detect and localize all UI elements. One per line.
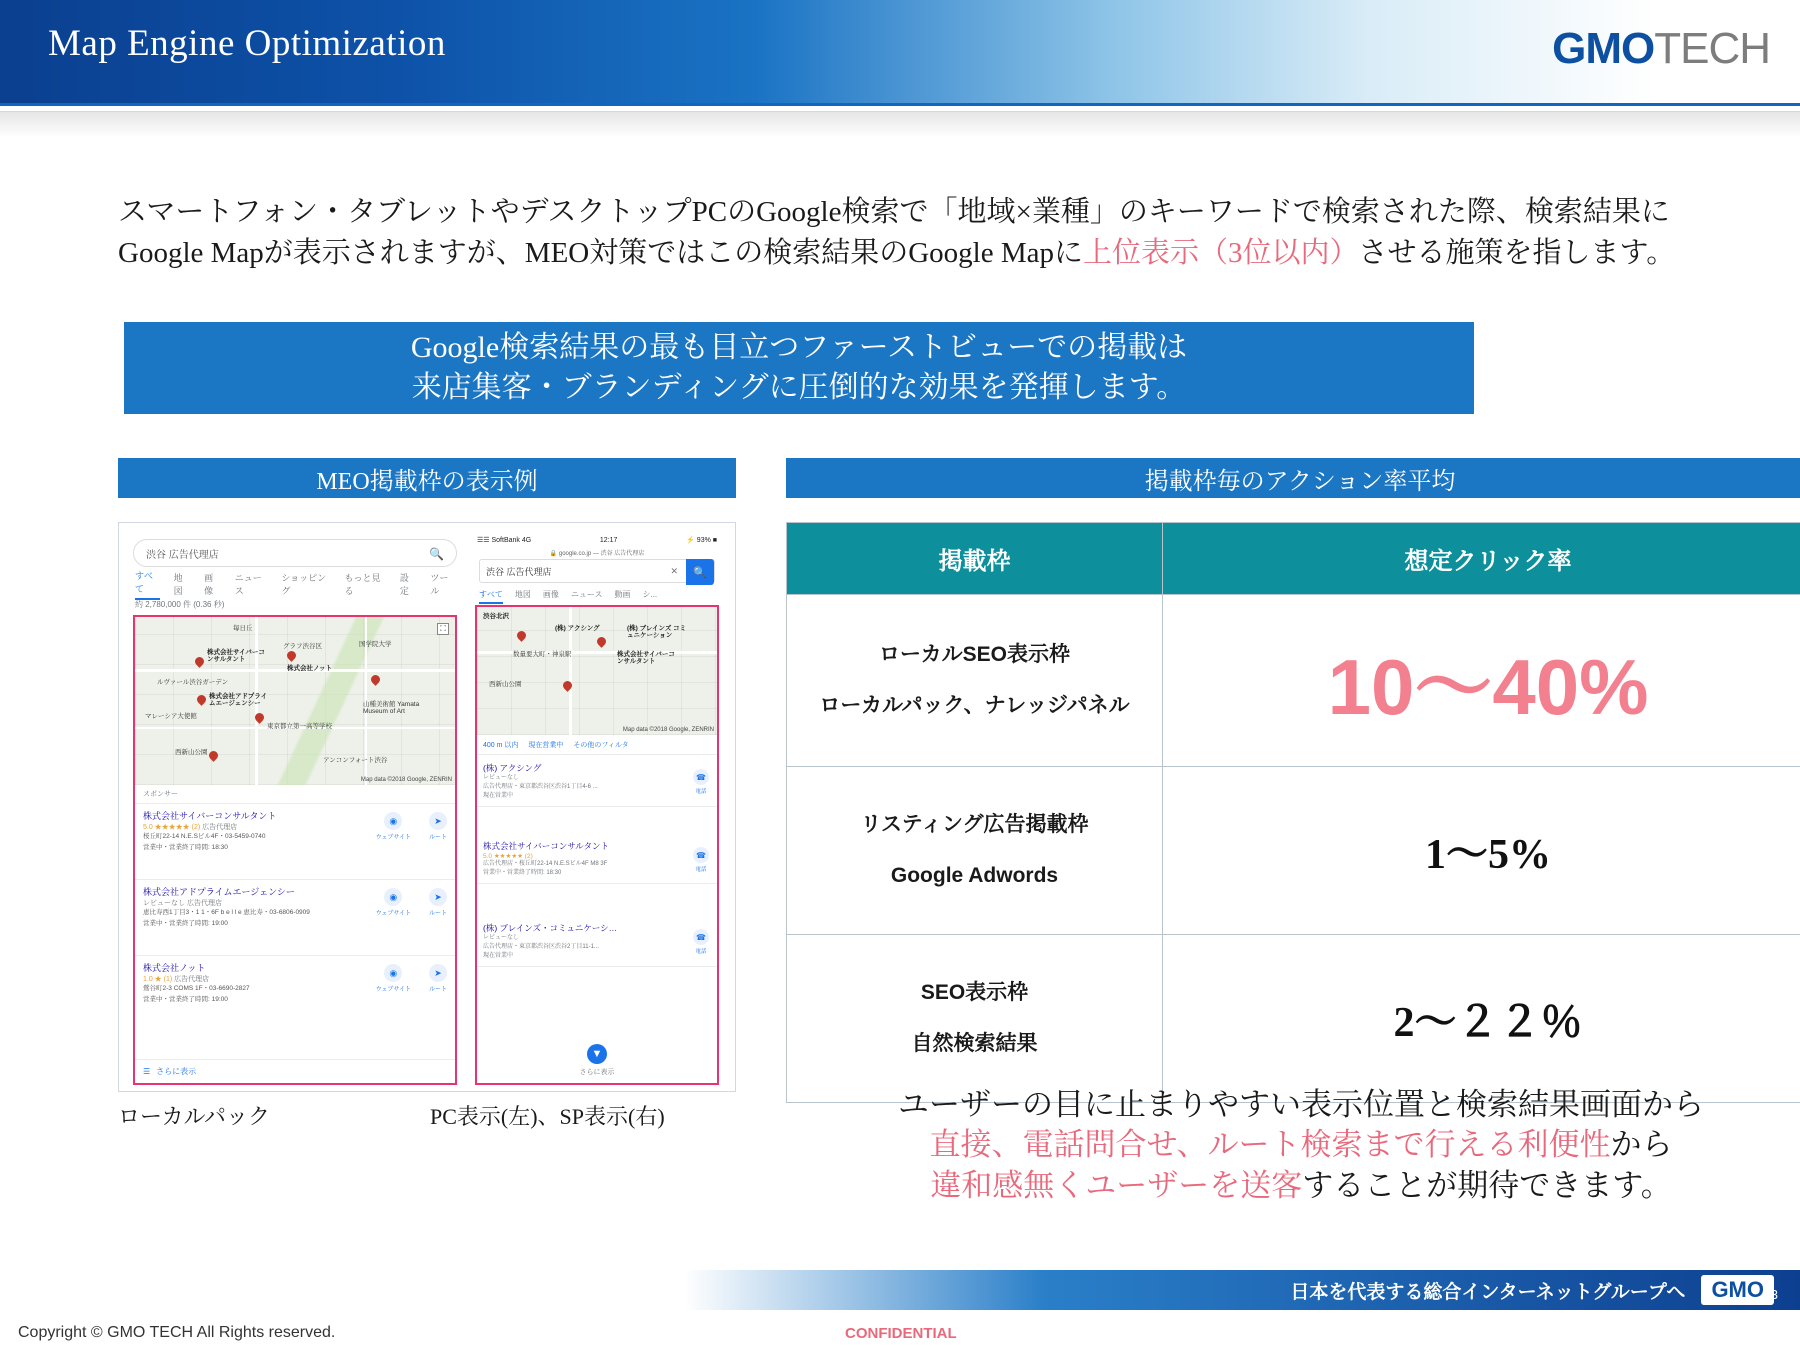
list-item[interactable] (135, 955, 455, 1008)
intro-text-part2: させる施策を指します。 (1358, 237, 1676, 270)
globe-icon: ◉ (384, 812, 402, 830)
map-label: 毎日丘 (233, 625, 253, 632)
logo-gmo-text: GMO (1552, 24, 1655, 73)
website-action[interactable]: ◉ ウェブサイト (376, 888, 411, 917)
listing-actions (376, 964, 447, 993)
globe-icon: ◉ (384, 964, 402, 982)
sp-tab-2[interactable]: 画像 (542, 590, 559, 599)
listing-rating: レビューなし (483, 775, 520, 781)
footer-slogan: 日本を代表する総合インターネットグループへ (1290, 1281, 1686, 1303)
search-result-screenshot (118, 522, 736, 1092)
row0-label-line2: ローカルパック、ナレッジパネル (819, 693, 1130, 717)
filter-chip-distance[interactable]: 400 m 以内 (483, 741, 519, 749)
route-action[interactable]: ➤ ルート (429, 812, 447, 841)
search-icon[interactable]: 🔍 (686, 559, 714, 585)
map-label: マレーシア大使館 (145, 713, 197, 720)
table-cell-slot (787, 935, 1163, 1103)
pc-tab-5[interactable]: もっと見る (344, 573, 381, 596)
map-pin (285, 649, 298, 662)
sp-tab-0[interactable]: すべて (479, 589, 503, 604)
pc-tab-bar (135, 570, 455, 596)
map-label: (株) ブレインズ コミュニケーション (627, 625, 687, 640)
map-label: 株式会社ノット (287, 665, 333, 672)
directions-icon: ➤ (429, 812, 447, 830)
listing-hours: 営業中・営業終了時間: 19:00 (143, 919, 228, 927)
clock-label: 12:17 (599, 536, 618, 544)
section-header-left: MEO掲載枠の表示例 (118, 458, 736, 498)
listing-address: 広告代理店・東京都渋谷区渋谷1丁目4-6 ... (483, 784, 598, 790)
pc-more-label: さらに表示 (156, 1067, 197, 1076)
table-cell-slot (787, 595, 1163, 767)
table-row (787, 767, 1800, 935)
map-label: (株) アクシング (555, 625, 600, 632)
row0-value: 10〜40% (1327, 642, 1649, 731)
caption-pc-sp: PC表示(左)、SP表示(右) (430, 1104, 665, 1129)
pc-tab-6[interactable]: 設定 (399, 573, 409, 596)
bottom-line3-tail: することが期待できます。 (1302, 1167, 1672, 1203)
website-action[interactable]: ◉ ウェブサイト (376, 812, 411, 841)
phone-icon: ☎ (693, 769, 709, 785)
table-cell-value (1163, 595, 1800, 767)
bottom-line-2 (786, 1125, 1800, 1165)
call-action[interactable]: ☎ 電話 (693, 847, 709, 873)
intro-paragraph (118, 192, 1678, 274)
listing-status: 現在営業中 (483, 793, 514, 799)
list-item[interactable] (477, 835, 717, 884)
list-icon: ☰ (143, 1067, 151, 1076)
listing-actions (376, 888, 447, 917)
pc-search-value: 渋谷 広告代理店 (146, 549, 219, 561)
pc-tab-0[interactable]: すべて (135, 569, 160, 600)
header-shadow (0, 112, 1800, 138)
pc-more-results-button[interactable] (135, 1059, 455, 1083)
listing-hours: 営業中・営業終了時間: 19:00 (143, 995, 228, 1003)
listing-address: 鶯谷町2-3 COMS 1F・03-6690-2827 (143, 985, 250, 992)
map-label: 株式会社サイバーコンサルタント (207, 649, 265, 664)
table-header-ctr: 想定クリック率 (1163, 523, 1800, 595)
map-label: 西新山公園 (489, 681, 522, 688)
bottom-line2-tail: から (1610, 1127, 1673, 1163)
phone-icon: ☎ (693, 929, 709, 945)
slide-header (0, 0, 1800, 103)
listing-name: 株式会社ノット (143, 963, 206, 973)
filter-chip-other[interactable]: その他のフィルタ (573, 741, 629, 749)
pc-tab-7[interactable]: ツール (430, 573, 449, 596)
listing-name: 株式会社サイバーコンサルタント (483, 841, 609, 851)
map-pin (207, 749, 220, 762)
pc-result-count: 約 2,780,000 件 (0.36 秒) (135, 600, 225, 609)
chevron-down-icon: ▼ (587, 1044, 607, 1064)
sp-more-label: さらに表示 (579, 1068, 615, 1076)
row2-value: 2〜２２％ (1393, 999, 1583, 1046)
page-title: Map Engine Optimization (48, 23, 446, 64)
gmo-tech-logo (1552, 24, 1770, 74)
map-pin (193, 655, 206, 668)
caption-local-pack: ローカルパック (118, 1104, 271, 1129)
map-pin (369, 673, 382, 686)
listing-rating: 5.0 ★★★★★ (2) 広告代理店 (143, 824, 238, 831)
battery-label: ⚡ 93% ■ (686, 537, 717, 544)
map-label: 東京都立第一高等学校 (267, 723, 332, 730)
map-pin (195, 693, 208, 706)
table-cell-value (1163, 935, 1800, 1103)
sp-tab-5[interactable]: シ... (642, 590, 658, 599)
map-label: 数量要大町・神泉駅 (513, 651, 572, 658)
listing-address: 広告代理店・東京都渋谷区渋谷2丁目11-1... (483, 944, 599, 950)
sponsor-label: スポンサー (143, 791, 178, 798)
website-action[interactable]: ◉ ウェブサイト (376, 964, 411, 993)
sp-tab-3[interactable]: ニュース (570, 590, 603, 599)
intro-highlight: 上位表示（3位以内） (1083, 237, 1359, 270)
filter-chip-open-now[interactable]: 現在営業中 (528, 741, 564, 749)
row2-label-line2: 自然検索結果 (911, 1031, 1038, 1055)
listing-rating: 5.0 ★★★★★ (2) (483, 853, 533, 860)
local-pack-highlight-box (133, 615, 457, 1085)
list-item[interactable] (135, 803, 455, 856)
copyright-text: Copyright © GMO TECH All Rights reserved. (18, 1324, 336, 1341)
intro-text-part1: スマートフォン・タブレットやデスクトップPCのGoogle検索で「地域×業種」のキーワードで検索された際、検索結果にGoogle Mapが表示されますが、MEO対策ではこの検索結果のGoogle Mapに (118, 196, 1670, 270)
call-action[interactable]: ☎ 電話 (693, 769, 709, 795)
bottom-line-3 (786, 1166, 1800, 1206)
page-number: 3 (1770, 1287, 1778, 1302)
confidential-label: CONFIDENTIAL (845, 1325, 957, 1342)
listing-name: (株) ブレインズ・コミュニケーシ… (483, 923, 618, 933)
directions-icon: ➤ (429, 964, 447, 982)
listing-address: 桜丘町22-14 N.E.Sビル4F・03-5459-0740 (143, 833, 266, 840)
directions-icon: ➤ (429, 888, 447, 906)
sp-map[interactable] (477, 607, 717, 735)
table-header-row (787, 523, 1800, 595)
globe-icon: ◉ (384, 888, 402, 906)
map-pin (595, 635, 608, 648)
listing-actions (376, 812, 447, 841)
sp-search-input[interactable] (479, 559, 715, 583)
listing-status: 営業中・営業終了時間: 18:30 (483, 870, 562, 876)
phone-icon: ☎ (693, 847, 709, 863)
listing-rating: レビューなし (483, 935, 520, 941)
section-header-right: 掲載枠毎のアクション率平均 (786, 458, 1800, 498)
pc-map[interactable] (135, 617, 455, 785)
listing-name: (株) アクシング (483, 763, 542, 773)
pc-tab-2[interactable]: 画像 (204, 573, 214, 596)
row1-value: 1〜5% (1424, 831, 1551, 878)
click-rate-table (786, 522, 1800, 1103)
table-row (787, 595, 1800, 767)
listing-address: 恵比寿西1丁目3・1 1・6F b e l l e 恵比寿・03-6806-0909 (143, 909, 310, 916)
footer-bar (0, 1270, 1800, 1310)
pc-tab-1[interactable]: 地図 (173, 573, 183, 596)
key-message-banner (124, 322, 1474, 414)
pc-tab-3[interactable]: ニュース (234, 573, 262, 596)
list-item[interactable] (477, 757, 717, 807)
pc-search-mock (125, 529, 465, 1085)
map-label: 西新山公園 (175, 749, 208, 756)
carrier-label: ☰☰ SoftBank 4G (477, 537, 532, 544)
header-divider (0, 103, 1800, 112)
pc-search-input[interactable] (133, 539, 457, 567)
table-header-slot: 掲載枠 (787, 523, 1163, 595)
sp-search-mock (471, 529, 723, 1085)
search-icon[interactable]: 🔍 (429, 547, 444, 561)
sp-tab-bar (479, 589, 715, 604)
map-label: ルヴァール渋谷ガーデン (157, 679, 229, 686)
pc-tab-4[interactable]: ショッピング (281, 573, 327, 596)
bottom-line-1: ユーザーの目に止まりやすい表示位置と検索結果画面から (898, 1087, 1704, 1122)
map-label: 株式会社アドプライムエージェンシー (209, 693, 268, 708)
table-cell-slot (787, 767, 1163, 935)
sp-tab-1[interactable]: 地図 (514, 590, 531, 599)
map-label: グラフ渋谷区 (283, 643, 322, 650)
bottom-line2-highlight: 直接、電話問合せ、ルート検索まで行える利便性 (929, 1127, 1611, 1163)
listing-rating: 1.0 ★ (1) 広告代理店 (143, 976, 210, 983)
listing-name: 株式会社アドプライムエージェンシー (143, 887, 295, 897)
row1-label-line2: Google Adwords (890, 863, 1059, 887)
map-attribution: Map data ©2018 Google, ZENRIN (622, 727, 714, 733)
sp-search-value: 渋谷 広告代理店 (486, 566, 552, 577)
map-label: 渋谷北沢 (483, 613, 509, 620)
phone-status-bar (471, 533, 723, 547)
sp-filter-bar (477, 735, 717, 755)
expand-map-icon[interactable]: ⛶ (437, 623, 449, 635)
banner-line-1: Google検索結果の最も目立つファーストビューでの掲載は (410, 331, 1188, 365)
route-action[interactable]: ➤ ルート (429, 888, 447, 917)
close-icon[interactable]: ✕ (670, 565, 678, 576)
listing-rating: レビューなし 広告代理店 (143, 900, 222, 907)
sp-url-bar[interactable]: 🔒 google.co.jp — 渋谷 広告代理店 (549, 551, 645, 557)
call-action[interactable]: ☎ 電話 (693, 929, 709, 955)
sp-more-results-button[interactable] (477, 1037, 717, 1083)
sp-tab-4[interactable]: 動画 (614, 590, 631, 599)
row1-label-line1: リスティング広告掲載枠 (860, 813, 1089, 837)
row2-label-line1: SEO表示枠 (920, 981, 1029, 1005)
footer-gmo-logo: GMO (1701, 1275, 1774, 1305)
row0-label-line1: ローカルSEO表示枠 (879, 643, 1070, 667)
listing-status: 現在営業中 (483, 953, 514, 959)
sp-local-pack-highlight-box (475, 605, 719, 1085)
map-label: 国学院大学 (359, 641, 392, 648)
bottom-line3-highlight: 違和感無くユーザーを送客 (930, 1167, 1303, 1203)
listing-hours: 営業中・営業終了時間: 18:30 (143, 843, 228, 851)
table-row (787, 935, 1800, 1103)
map-label: アンコンフォート渋谷 (323, 757, 388, 764)
list-item[interactable] (477, 917, 717, 967)
banner-line-2: 来店集客・ブランディングに圧倒的な効果を発揮します。 (411, 371, 1187, 404)
map-pin (515, 629, 528, 642)
table-cell-value (1163, 767, 1800, 935)
bottom-summary-text (786, 1085, 1800, 1206)
route-action[interactable]: ➤ ルート (429, 964, 447, 993)
listing-name: 株式会社サイバーコンサルタント (143, 811, 277, 821)
logo-tech-text: TECH (1654, 24, 1770, 73)
map-label: 株式会社サイバーコンサルタント (617, 651, 675, 666)
list-item[interactable] (135, 879, 455, 932)
map-label: 山種美術館 Yamata Museum of Art (363, 701, 420, 716)
map-attribution: Map data ©2018 Google, ZENRIN (360, 777, 452, 783)
listing-address: 広告代理店・桜丘町22-14 N.E.Sビル4F M8 3F (483, 861, 608, 867)
